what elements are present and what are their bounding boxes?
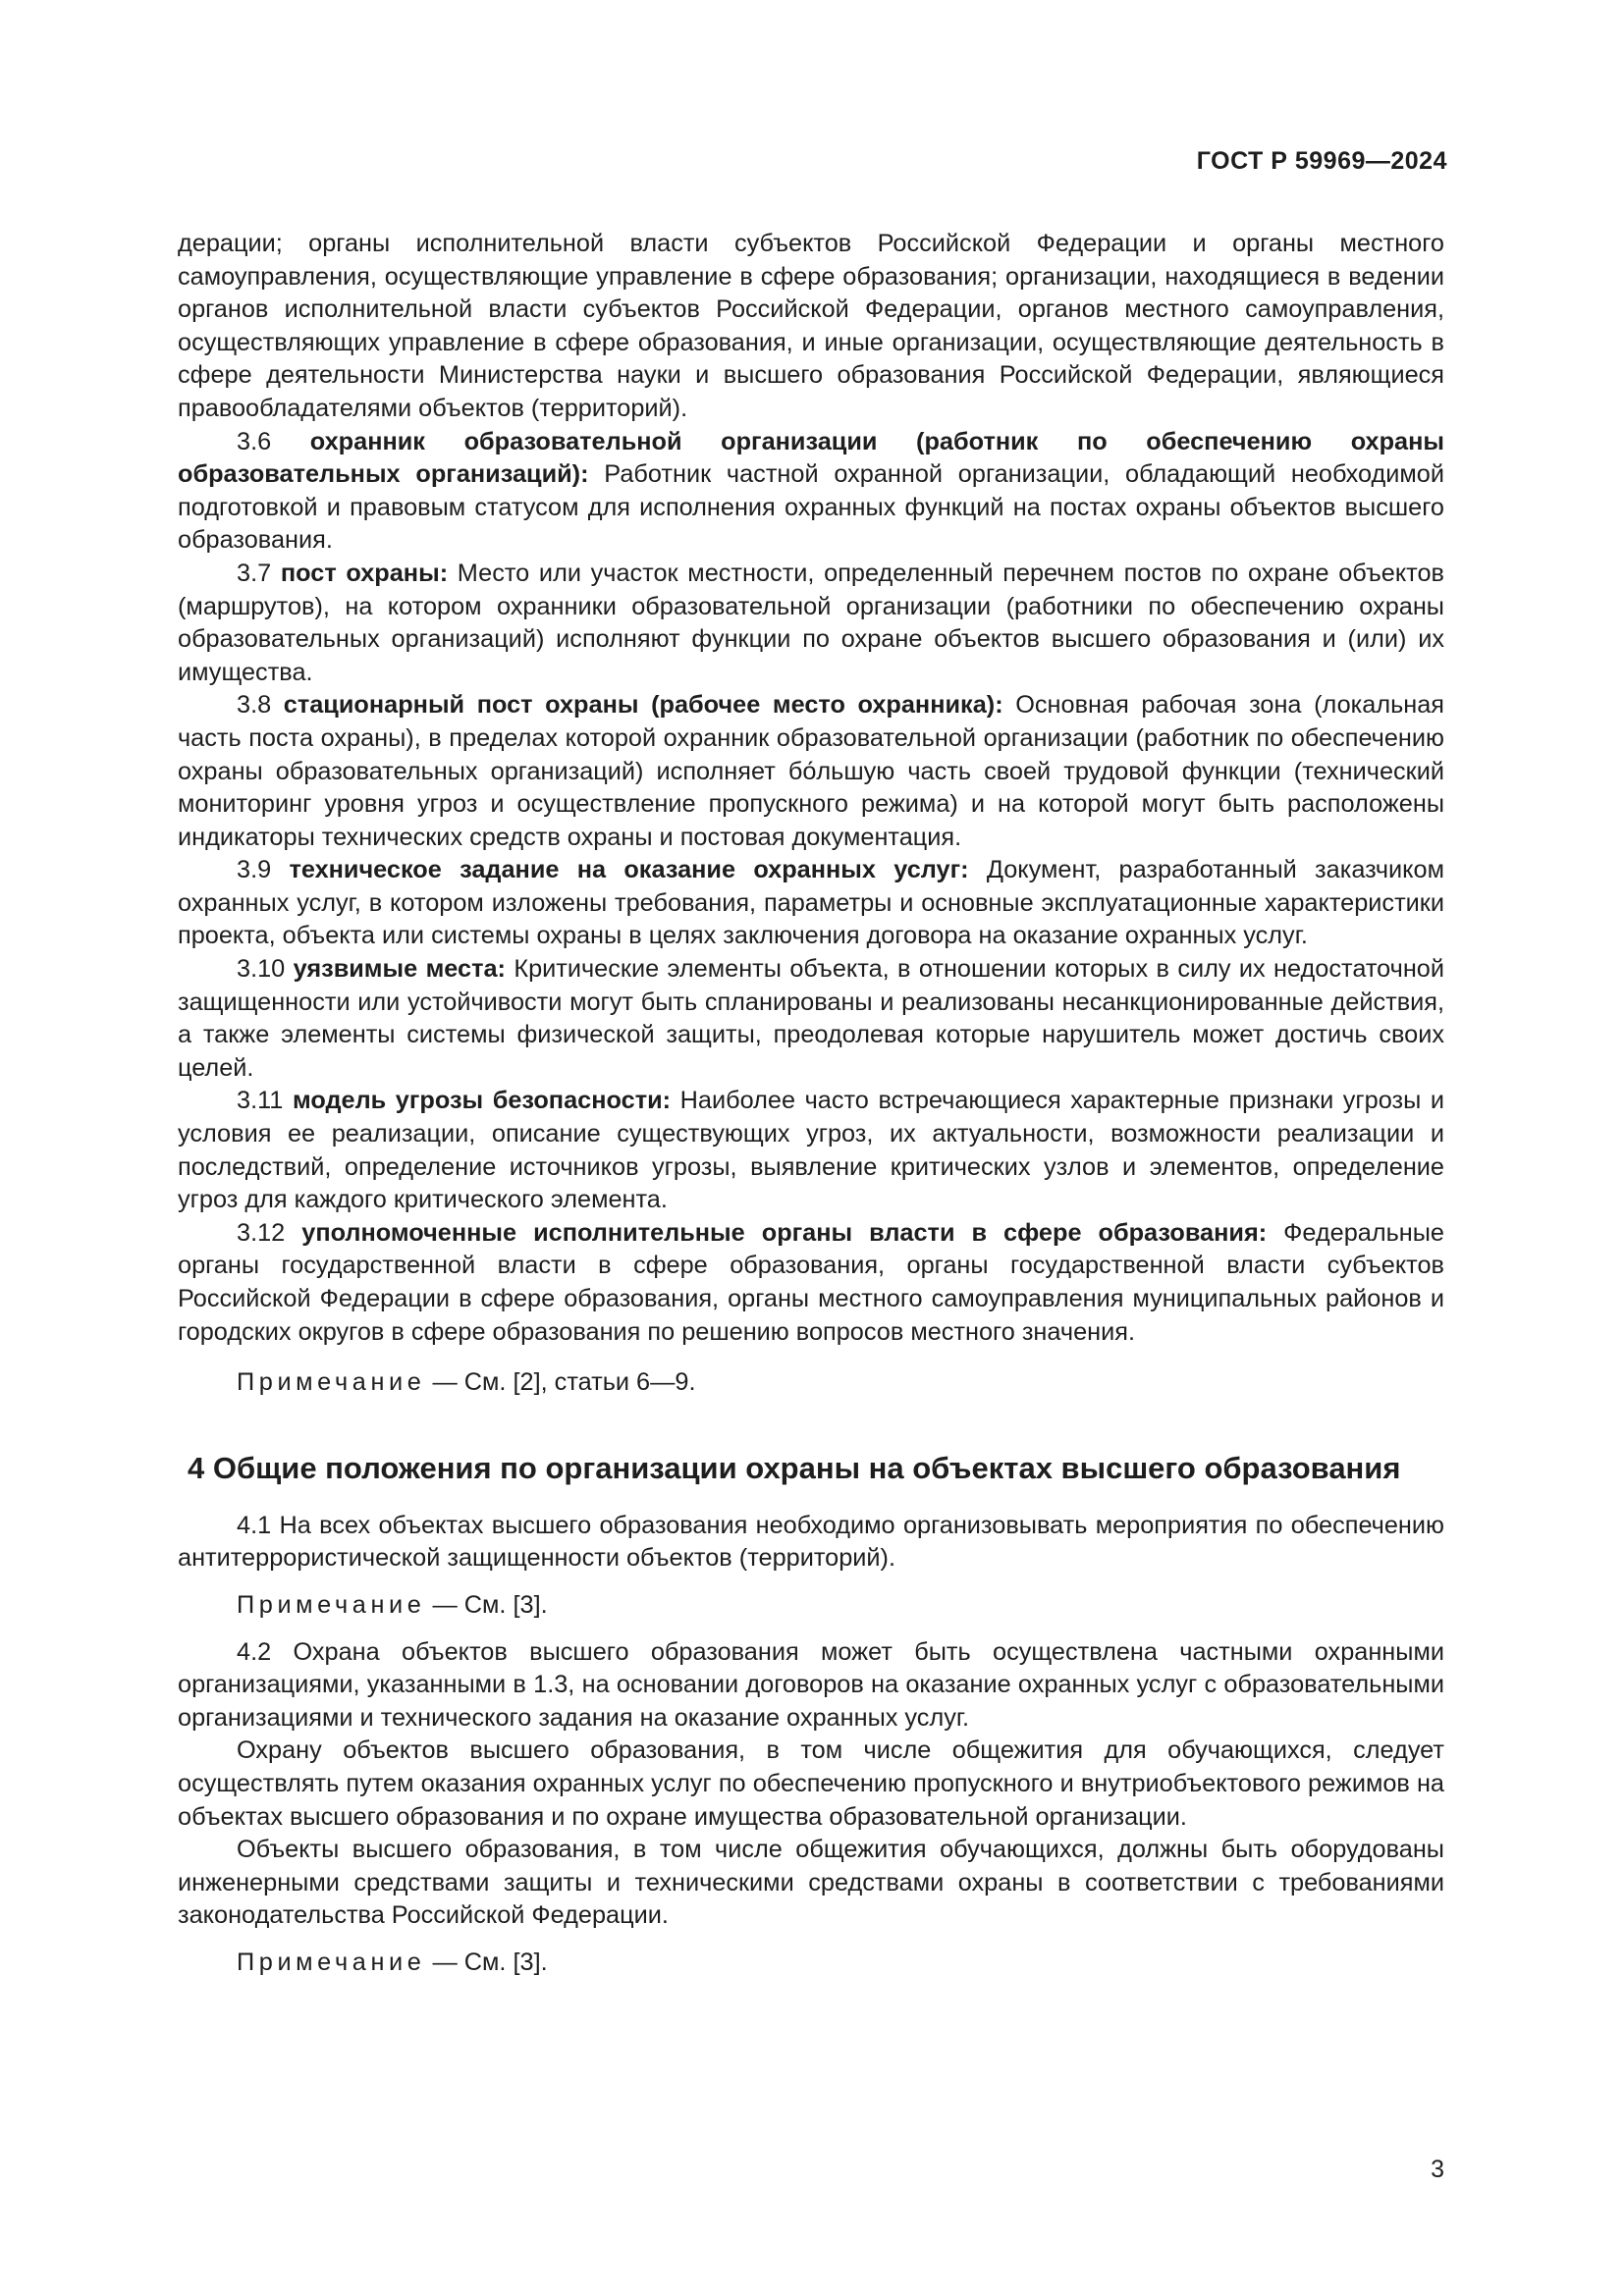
definition-number: 3.10	[237, 955, 294, 984]
clause-4-1: 4.1 На всех объектах высшего образования необходимо организовывать мероприятия по обеспечению антитеррористической защищенности объектов (территорий).	[178, 1511, 1444, 1573]
definition-number: 3.7	[237, 559, 281, 587]
definition-3-7	[178, 558, 1444, 689]
note-label: Примечание	[237, 1590, 426, 1619]
definition-text: Документ, разработанный заказчиком охранных услуг, в котором изложены требования, параметры и основные эксплуатационные характеристики проекта, объекта или системы охраны в целях заключения договора на оказание охранных услуг.	[178, 856, 1444, 950]
section-4-title: 4 Общие положения по организации охраны на объектах высшего образования	[188, 1450, 1401, 1485]
clause-4-2: 4.2 Охрана объектов высшего образования может быть осуществлена частными охранными организациями, указанными в 1.3, на основании договоров на оказание охранных услуг с образовательными организациями и технического задания на оказание охранных услуг.	[178, 1637, 1444, 1732]
paragraph-continuation: дерации; органы исполнительной власти субъектов Российской Федерации и органы местного самоуправления, осуществляющие управление в сфере образования; организации, находящиеся в ведении органов исполнительной власти субъектов Российской Федерации, органов местного самоуправления, осуществляющих управление в сфере образования, и иные организации, осуществляющие деятельность в сфере деятельности Министерства науки и высшего образования Российской Федерации, являющиеся правообладателями объектов (территорий).	[178, 230, 1444, 422]
definition-term: модель угрозы безопасности:	[292, 1087, 672, 1115]
definition-term: стационарный пост охраны (рабочее место охранника):	[283, 691, 1003, 720]
page-number: 3	[1431, 2156, 1444, 2183]
definition-3-12	[178, 1217, 1444, 1349]
definition-text: Основная рабочая зона (локальная часть поста охраны), в пределах которой охранник образовательной организации (работник по обеспечению охраны образовательных организаций) исполняет бо́льшую часть своей трудовой функции (технический мониторинг уровня угроз и осуществление пропускного режима) и на которой могут быть расположены индикаторы технических средств охраны и постовая документация.	[178, 691, 1445, 851]
definition-term: уязвимые места:	[293, 955, 506, 984]
definition-number: 3.8	[237, 691, 284, 720]
definition-text: Место или участок местности, определенный перечнем постов по охране объектов (маршрутов), на котором охранники образовательной организации (работники по обеспечению охраны образовательных организаций) исполняют функции по охране объектов высшего образования и (или) их имущества.	[178, 559, 1444, 686]
definition-3-9	[178, 854, 1444, 953]
definition-3-6	[178, 426, 1444, 558]
definition-term: уполномоченные исполнительные органы власти в сфере образования:	[301, 1218, 1268, 1247]
definition-term: охранник образовательной организации (работник по обеспечению охраны образовательных организаций):	[178, 427, 1444, 489]
definition-term: пост охраны:	[280, 559, 449, 587]
clause-4-2-paragraph-2: Охрану объектов высшего образования, в том числе общежития для обучающихся, следует осуществлять путем оказания охранных услуг по обеспечению пропускного и внутриобъектового режимов на объектах высшего образования и по охране имущества образовательной организации.	[178, 1736, 1444, 1831]
definition-text: Работник частной охранной организации, обладающий необходимой подготовкой и правовым статусом для исполнения охранных функций на постах охраны объектов высшего образования.	[178, 460, 1444, 555]
definition-term: техническое задание на оказание охранных услуг:	[289, 856, 969, 884]
definition-3-10	[178, 953, 1444, 1085]
definition-text: Федеральные органы государственной власти в сфере образования, органы государственной власти субъектов Российской Федерации в сфере образования, органы местного самоуправления муниципальных районов и городских округов в сфере образования по решению вопросов местного значения.	[178, 1218, 1445, 1346]
definition-number: 3.12	[237, 1218, 302, 1247]
clause-4-2-paragraph-3: Объекты высшего образования, в том числе общежития обучающихся, должны быть оборудованы инженерными средствами защиты и техническими средствами охраны в соответствии с требованиями законодательства Российской Федерации.	[178, 1836, 1444, 1930]
definition-number: 3.9	[237, 856, 290, 884]
document-body	[178, 228, 1444, 1980]
note-text: — См. [3].	[425, 1590, 548, 1619]
note-1	[178, 1366, 1444, 1400]
note-2	[178, 1589, 1444, 1623]
definition-text: Наиболее часто встречающиеся характерные признаки угрозы и условия ее реализации, описание существующих угроз, их актуальности, возможности реализации и последствий, определение источников угрозы, выявление критических узлов и элементов, определение угроз для каждого критического элемента.	[178, 1087, 1445, 1214]
note-label: Примечание	[237, 1948, 426, 1976]
document-code: ГОСТ Р 59969—2024	[1196, 147, 1447, 175]
note-text: — См. [3].	[425, 1948, 548, 1976]
note-label: Примечание	[237, 1368, 426, 1397]
note-text: — См. [2], статьи 6—9.	[425, 1368, 696, 1397]
note-3	[178, 1947, 1444, 1980]
definition-number: 3.11	[237, 1087, 293, 1115]
definition-number: 3.6	[237, 427, 310, 455]
definition-3-8	[178, 689, 1444, 854]
definition-3-11	[178, 1085, 1444, 1216]
definition-text: Критические элементы объекта, в отношении которых в силу их недостаточной защищенности или устойчивости могут быть спланированы и реализованы несанкционированные действия, а также элементы системы физической защиты, преодолевая которые нарушитель может достичь своих целей.	[178, 955, 1444, 1082]
